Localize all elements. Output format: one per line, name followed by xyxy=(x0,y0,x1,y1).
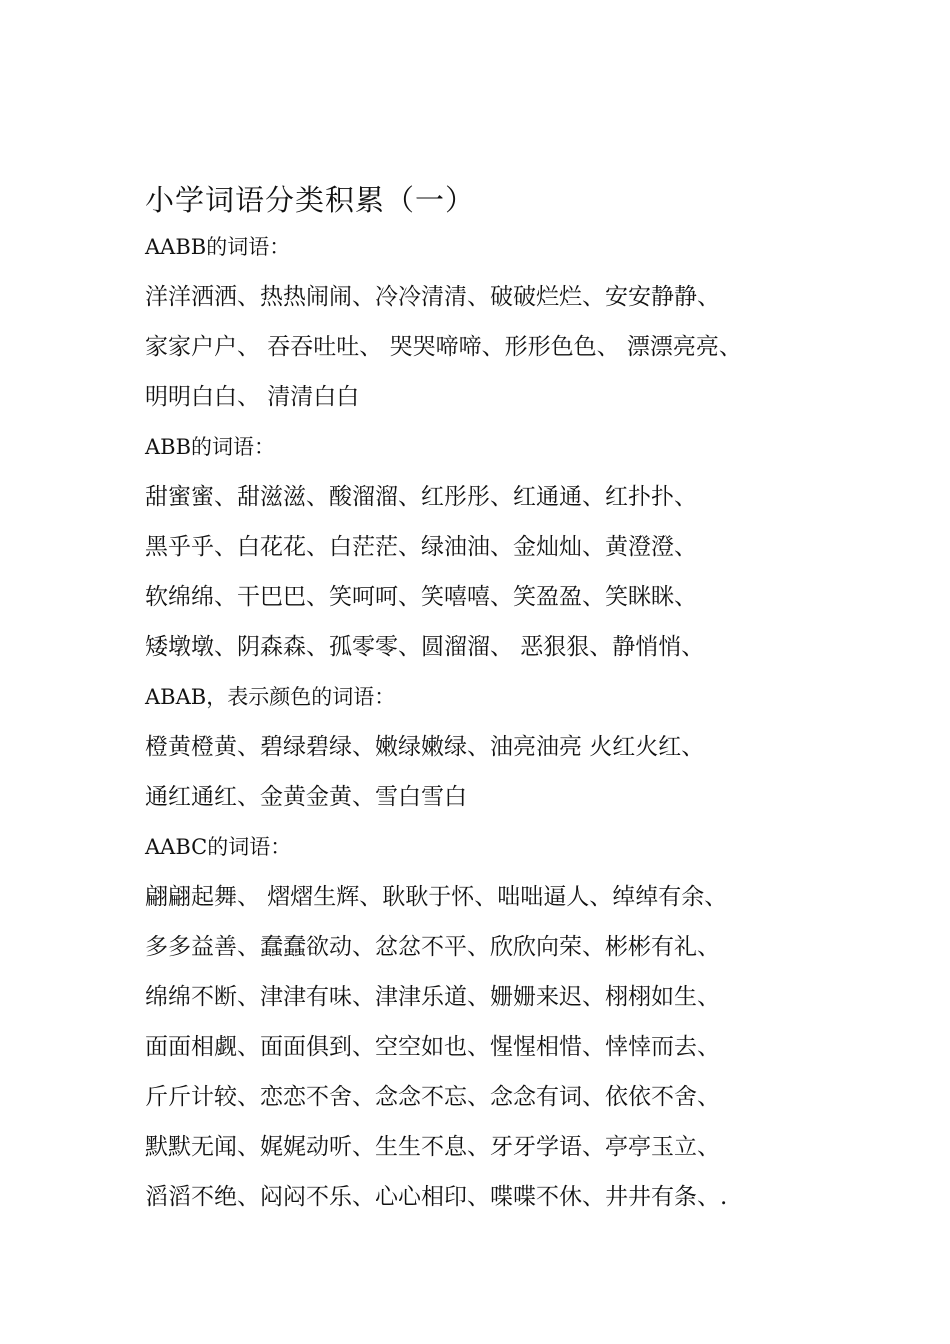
page-title: 小学词语分类积累（一） xyxy=(145,183,476,217)
section-heading-aabb: AABB的词语： xyxy=(145,235,291,259)
word-line: 翩翩起舞、 熠熠生辉、耿耿于怀、咄咄逼人、绰绰有余、 xyxy=(145,884,728,910)
word-line: 家家户户、 吞吞吐吐、 哭哭啼啼、形形色色、 漂漂亮亮、 xyxy=(145,334,742,360)
word-line: 斤斤计较、恋恋不舍、念念不忘、念念有词、依依不舍、 xyxy=(145,1084,720,1110)
word-line: 甜蜜蜜、甜滋滋、酸溜溜、红彤彤、红通通、红扑扑、 xyxy=(145,484,697,510)
section-heading-abb: ABB的词语： xyxy=(145,435,276,459)
word-line: 默默无闻、娓娓动听、生生不息、牙牙学语、亭亭玉立、 xyxy=(145,1134,720,1160)
word-line: 多多益善、蠢蠢欲动、忿忿不平、欣欣向荣、彬彬有礼、 xyxy=(145,934,720,960)
word-line: 绵绵不断、津津有味、津津乐道、姗姗来迟、栩栩如生、 xyxy=(145,984,720,1010)
word-line: 通红通红、金黄金黄、雪白雪白 xyxy=(145,784,467,810)
section-heading-aabc: AABC的词语： xyxy=(145,835,292,859)
word-line: 滔滔不绝、闷闷不乐、心心相印、喋喋不休、井井有条、. xyxy=(145,1184,728,1210)
word-line: 黑乎乎、白花花、白茫茫、绿油油、金灿灿、黄澄澄、 xyxy=(145,534,697,560)
word-line: 面面相觑、面面俱到、空空如也、惺惺相惜、悻悻而去、 xyxy=(145,1034,720,1060)
word-line: 明明白白、 清清白白 xyxy=(145,384,360,410)
word-line: 洋洋洒洒、热热闹闹、冷冷清清、破破烂烂、安安静静、 xyxy=(145,284,720,310)
word-line: 矮墩墩、阴森森、孤零零、圆溜溜、 恶狠狠、静悄悄、 xyxy=(145,634,705,660)
word-line: 软绵绵、干巴巴、笑呵呵、笑嘻嘻、笑盈盈、笑眯眯、 xyxy=(145,584,697,610)
section-heading-abab: ABAB，表示颜色的词语： xyxy=(145,685,396,709)
word-line: 橙黄橙黄、碧绿碧绿、嫩绿嫩绿、油亮油亮 火红火红、 xyxy=(145,734,705,760)
